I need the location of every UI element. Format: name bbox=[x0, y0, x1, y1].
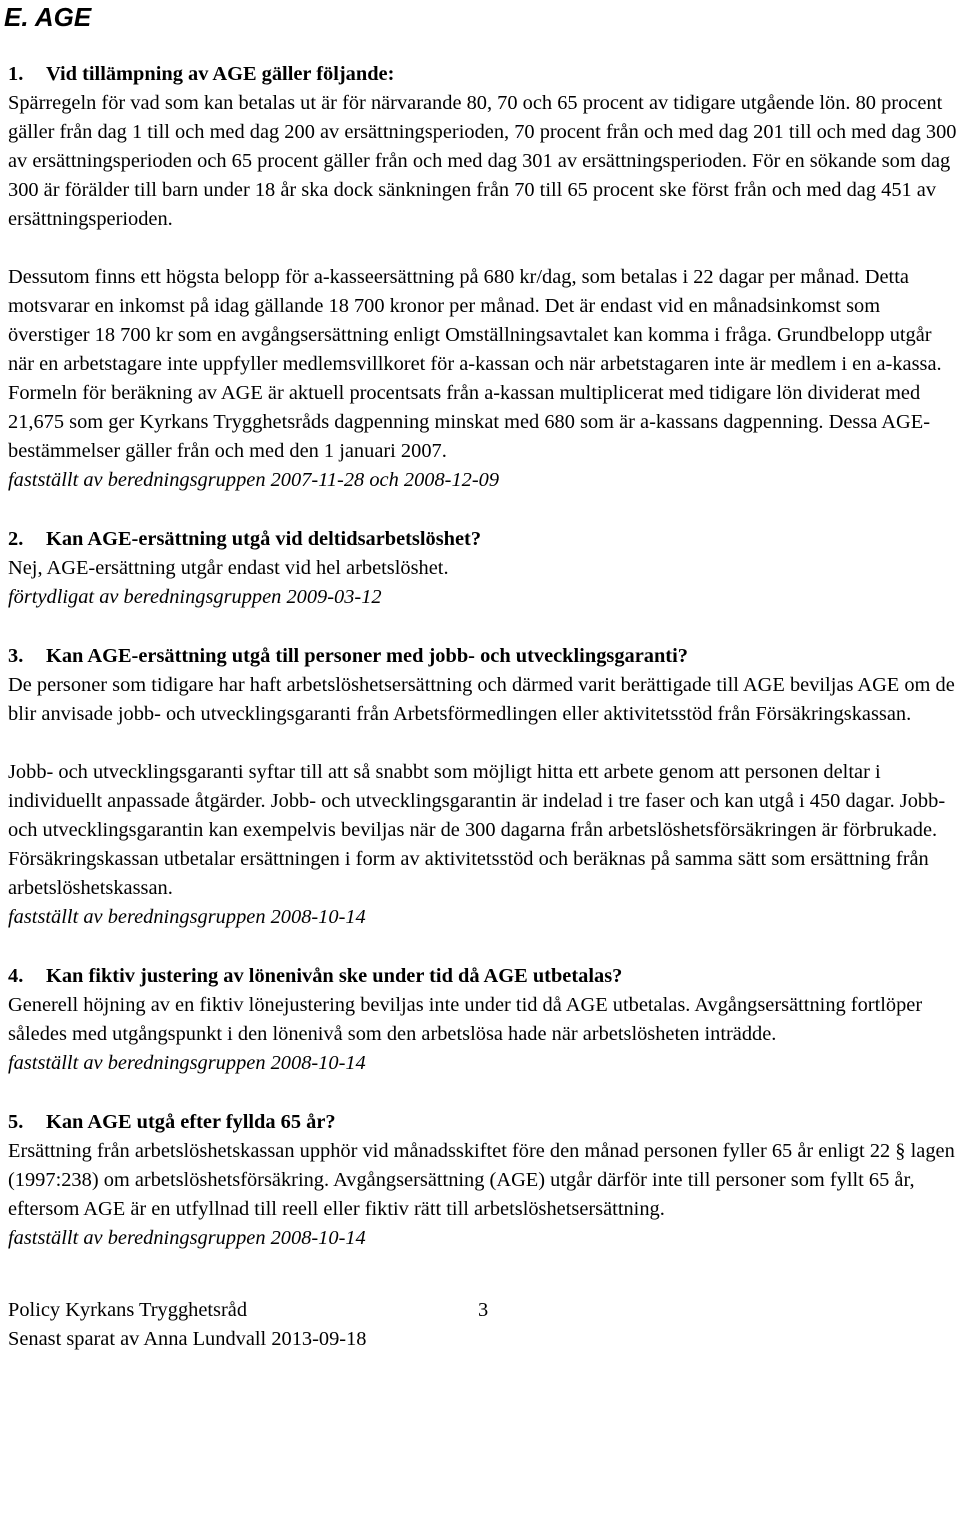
section-number: 2. bbox=[8, 528, 24, 550]
section-2-paragraph-1: Nej, AGE-ersättning utgår endast vid hel arbetslöshet. bbox=[8, 557, 449, 579]
section-title-text: Vid tillämpning av AGE gäller följande: bbox=[46, 63, 395, 85]
section-2 bbox=[8, 525, 958, 612]
section-5-title bbox=[8, 1108, 958, 1137]
section-number: 3. bbox=[8, 645, 24, 667]
section-title-text: Kan AGE-ersättning utgå till personer med jobb- och utvecklingsgaranti? bbox=[46, 645, 688, 667]
section-1-title bbox=[8, 60, 958, 89]
section-number: 4. bbox=[8, 965, 24, 987]
page-number: 3 bbox=[478, 1299, 489, 1321]
section-1 bbox=[8, 60, 958, 495]
section-5-note: fastställt av beredningsgruppen 2008-10-14 bbox=[8, 1227, 366, 1249]
section-4-note: fastställt av beredningsgruppen 2008-10-14 bbox=[8, 1052, 366, 1074]
section-3-title bbox=[8, 642, 958, 671]
page-footer bbox=[8, 1296, 958, 1354]
section-1-paragraph-3: Formeln för beräkning av AGE är aktuell procentsats från a-kassan multiplicerat med tidigare lön dividerat med 21,675 som ger Kyrkans Trygghetsråds dagpenning minskat med 680 som är a-kassans dagpenning. Dessa AGE-bestämmelser gäller från och med den 1 januari 2007. bbox=[8, 382, 930, 462]
section-title-text: Kan AGE-ersättning utgå vid deltidsarbetslöshet? bbox=[46, 528, 482, 550]
section-4-title bbox=[8, 962, 958, 991]
footer-saved-by: Senast sparat av Anna Lundvall 2013-09-18 bbox=[8, 1328, 367, 1350]
section-title-text: Kan AGE utgå efter fyllda 65 år? bbox=[46, 1111, 336, 1133]
section-3-note: fastställt av beredningsgruppen 2008-10-14 bbox=[8, 906, 366, 928]
section-4-paragraph-1: Generell höjning av en fiktiv lönejustering beviljas inte under tid då AGE utbetalas. Avgångsersättning fortlöper således med utgångspunkt i den lönenivå som den arbetslösa hade när arbetslösheten inträdde. bbox=[8, 994, 923, 1045]
document-page bbox=[4, 0, 958, 1354]
section-5 bbox=[8, 1108, 958, 1253]
section-title-text: Kan fiktiv justering av lönenivån ske under tid då AGE utbetalas? bbox=[46, 965, 623, 987]
section-4 bbox=[8, 962, 958, 1078]
section-number: 5. bbox=[8, 1111, 24, 1133]
section-1-paragraph-2: Dessutom finns ett högsta belopp för a-kasseersättning på 680 kr/dag, som betalas i 22 dagar per månad. Detta motsvarar en inkomst på idag gällande 18 700 kronor per månad. Det är endast vid en månadsinkomst som överstiger 18 700 kr som en avgångsersättning enligt Omställningsavtalet kan komma i fråga. Grundbelopp utgår när en arbetstagare inte uppfyller medlemsvillkoret för a-kassan och när arbetstagaren inte är medlem i en a-kassa. bbox=[8, 266, 942, 375]
section-3 bbox=[8, 642, 958, 932]
section-1-paragraph-1: Spärregeln för vad som kan betalas ut är för närvarande 80, 70 och 65 procent av tidigare utgående lön. 80 procent gäller från dag 1 till och med dag 200 av ersättningsperioden, 70 procent från och med dag 201 till och med dag 300 av ersättningsperioden och 65 procent gäller från och med dag 301 av ersättningsperioden. För en sökande som dag 300 är förälder till barn under 18 år ska dock sänkningen från 70 till 65 procent ske först från och med dag 451 av ersättningsperioden. bbox=[8, 92, 957, 230]
footer-title: Policy Kyrkans Trygghetsråd bbox=[8, 1299, 248, 1321]
page-heading: E. AGE bbox=[4, 2, 92, 32]
section-5-paragraph-1: Ersättning från arbetslöshetskassan upphör vid månadsskiftet före den månad personen fyller 65 år enligt 22 § lagen (1997:238) om arbetslöshetsförsäkring. Avgångsersättning (AGE) utgår därför inte till personer som fyllt 65 år, eftersom AGE är en utfyllnad till reell eller fiktiv rätt till arbetslöshetsersättning. bbox=[8, 1140, 955, 1220]
section-3-paragraph-1: De personer som tidigare har haft arbetslöshetsersättning och därmed varit berättigade till AGE beviljas AGE om de blir anvisade jobb- och utvecklingsgaranti från Arbetsförmedlingen eller aktivitetsstöd från Försäkringskassan. bbox=[8, 674, 955, 725]
section-2-note: förtydligat av beredningsgruppen 2009-03-12 bbox=[8, 586, 382, 608]
section-3-paragraph-2: Jobb- och utvecklingsgaranti syftar till att så snabbt som möjligt hitta ett arbete genom att personen deltar i individuellt anpassade åtgärder. Jobb- och utvecklingsgarantin är indelad i tre faser och kan utgå i 450 dagar. Jobb- och utvecklingsgarantin kan exempelvis beviljas när de 300 dagarna från arbetslöshetsförsäkringen är förbrukade. Försäkringskassan utbetalar ersättningen i form av aktivitetsstöd och beräknas på samma sätt som ersättning från arbetslöshetskassan. bbox=[8, 761, 946, 899]
section-2-title bbox=[8, 525, 958, 554]
section-1-note: fastställt av beredningsgruppen 2007-11-28 och 2008-12-09 bbox=[8, 469, 500, 491]
section-number: 1. bbox=[8, 63, 24, 85]
